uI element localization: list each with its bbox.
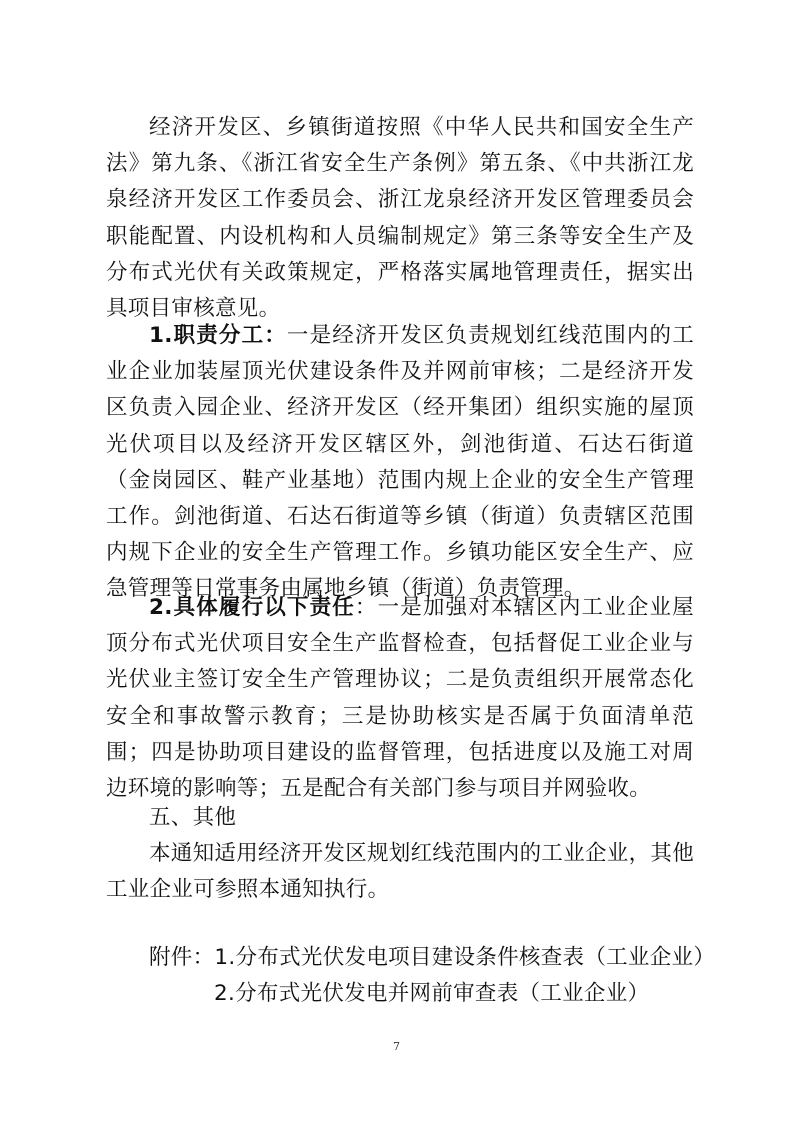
attachment-line-2: 2.分布式光伏发电并网前审查表（工业企业）: [214, 981, 650, 1006]
paragraph-scope: [106, 836, 694, 908]
section-heading: 1.职责分工：: [149, 323, 287, 348]
section-title-other: [106, 800, 694, 836]
paragraph-text: 本通知适用经济开发区规划红线范围内的工业企业，其他工业企业可参照本通知执行。: [106, 841, 695, 903]
paragraph-text: 一是经济开发区负责规划红线范围内的工业企业加装屋顶光伏建设条件及并网前审核；二是经济开发区负责入园企业、经济开发区（经开集团）组织实施的屋顶光伏项目以及经济开发区辖区外，剑池街道、石达石街道（金岗园区、鞋产业基地）范围内规上企业的安全生产管理工作。剑池街道、石达石街道等乡镇（街道）负责辖区范围内规下企业的安全生产管理工作。乡镇功能区安全生产、应急管理等日常事务由属地乡镇（街道）负责管理。: [106, 323, 695, 602]
paragraph-legal-basis: [106, 110, 694, 327]
paragraph-responsibility-division: [106, 318, 694, 608]
section-heading: 2.具体履行以下责任: [149, 595, 355, 620]
section-title-text: 五、其他: [149, 805, 237, 830]
paragraph-text: ：一是加强对本辖区内工业企业屋顶分布式光伏项目安全生产监督检查，包括督促工业企业与光伏业主签订安全生产管理协议；二是负责组织开展常态化安全和事故警示教育；三是协助核实是否属于负面清单范围；四是协助项目建设的监督管理，包括进度以及施工对周边环境的影响等；五是配合有关部门参与项目并网验收。: [106, 595, 694, 802]
paragraph-specific-duties: [106, 590, 694, 807]
page-number: 7: [393, 1040, 400, 1053]
paragraph-text: 经济开发区、乡镇街道按照《中华人民共和国安全生产法》第九条、《浙江省安全生产条例》第五条、《中共浙江龙泉经济开发区工作委员会、浙江龙泉经济开发区管理委员会职能配置、内设机构和人员编制规定》第三条等安全生产及分布式光伏有关政策规定，严格落实属地管理责任，据实出具项目审核意见。: [106, 115, 694, 322]
attachment-line-1: 附件：1.分布式光伏发电项目建设条件核查表（工业企业）: [149, 945, 716, 970]
